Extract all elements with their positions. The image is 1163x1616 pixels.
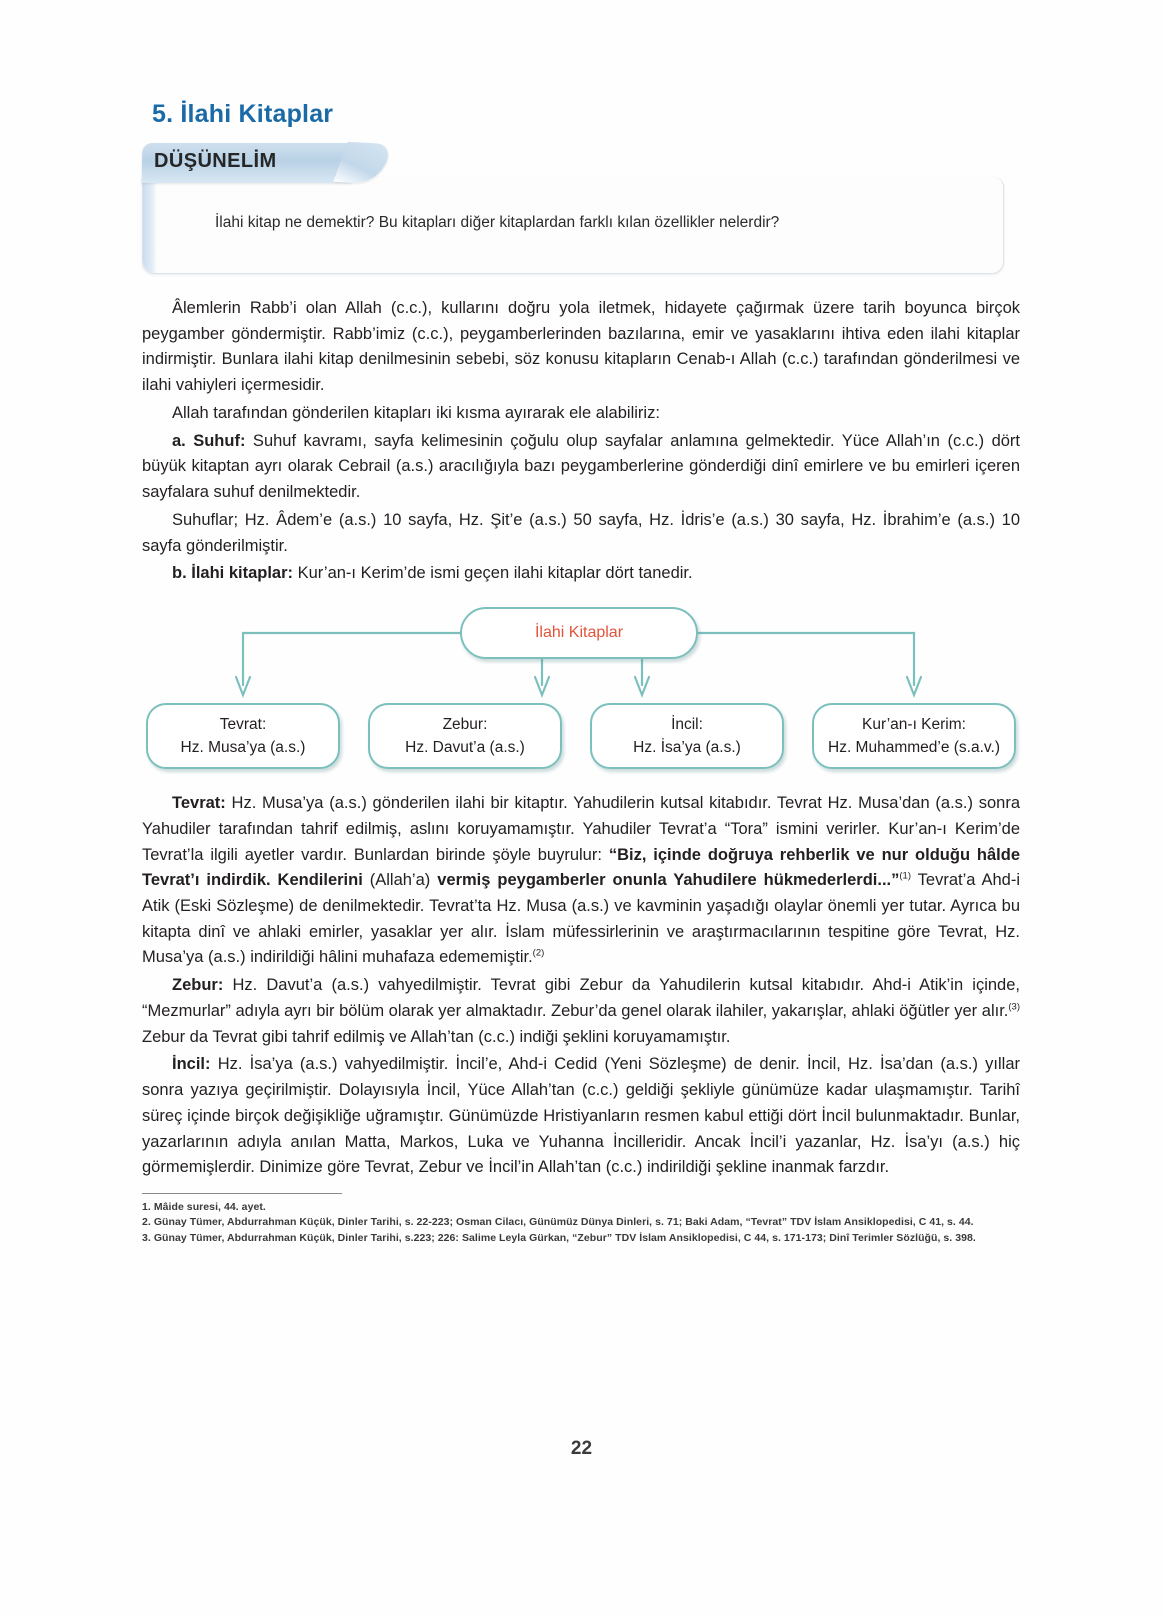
paragraph-intro: Âlemlerin Rabb’i olan Allah (c.c.), kullarını doğru yola iletmek, hidayete çağırmak üzere tarih boyunca birçok peygamber göndermiştir. Rabb’imiz (c.c.), peygamberlerinden bazılarına, emir ve yasaklarını ihtiva eden ilahi kitaplar indirmiştir. Bunlara ilahi kitap denilmesinin sebebi, söz konusu kitapların Cenab-ı Allah (c.c.) tarafından gönderilmesi ve ilahi vahiyleri içermesidir. [142, 299, 1020, 395]
suhuf-text: Suhuf kavramı, sayfa kelimesinin çoğulu olup sayfalar anlamına gelmektedir. Yüce Allah’ın (c.c.) dört büyük kitaptan ayrı olarak Cebrail (a.s.) aracılığıyla bazı peygamberlerine gönderdiği dinî emirlere ve bu emirleri içeren sayfalara suhuf denilmektedir. [142, 431, 1021, 502]
page-title: 5. İlahi Kitaplar [152, 100, 334, 128]
diagram-root-label: İlahi Kitaplar [534, 624, 624, 642]
tevrat-quote-bold-1: “Biz, içinde doğruya rehberlik ve nur olduğu hâlde Tevrat’ı indirdik. Kendilerini [142, 845, 1021, 890]
diagram-node-subtitle: Hz. Musa’ya (a.s.) [180, 739, 306, 757]
paragraph-ilahi-kitaplar [142, 561, 1020, 587]
dusunelim-tab [142, 143, 353, 183]
paragraph-suhuf [142, 429, 1020, 506]
paragraph-suhuflar: Suhuflar; Hz. Âdem’e (a.s.) 10 sayfa, Hz. Şit’e (a.s.) 50 sayfa, Hz. İdris’e (a.s.) 30 sayfa, Hz. İbrahim’e (a.s.) 10 sayfa gönderilmiştir. [142, 510, 1020, 555]
diagram-node-title: İncil: [671, 715, 703, 733]
dusunelim-callout [142, 143, 1004, 274]
footnote-item: 3. Günay Tümer, Abdurrahman Küçük, Dinler Tarihi, s.223; 226: Salime Leyla Gürkan, “Zebur” TDV İslam Ansiklopedisi, C 44, s. 171-173; Dinî Terimler Sözlüğü, s. 398. [142, 1231, 976, 1244]
diagram-node-title: Kur’an-ı Kerim: [862, 715, 966, 733]
ilahi-kitaplar-text: Kur’an-ı Kerim’de ismi geçen ilahi kitaplar dört tanedir. [293, 564, 693, 583]
tevrat-label: Tevrat: [172, 794, 226, 813]
diagram-node-tevrat [146, 703, 340, 769]
diagram-node-title: Zebur: [442, 715, 488, 733]
incil-text: Hz. İsa’ya (a.s.) vahyedilmiştir. İncil’e, Ahd-i Cedid (Yeni Sözleşme) de denir. İncil, Hz. İsa’dan (a.s.) yıllar sonra yazıya geçirilmiştir. Dolayısıyla İncil, Yüce Allah’tan (c.c.) geldiği şekliyle günümüze kadar ulaşmamıştır. Tarihî süreç içinde birçok değişikliğe uğramıştır. Günümüzde Hristiyanların resmen kabul ettiği dört İncil bulunmaktadır. Bunlar, yazarlarının adıyla anılan Matta, Markos, Luka ve Yuhanna İncilleridir. Ancak İncil’i yazanlar, Hz. İsa’yı (a.s.) hiç görmemişlerdir. Dinimize göre Tevrat, Zebur ve İncil’in Allah’tan (c.c.) indirildiği şekline inanmak farzdır. [142, 1055, 1020, 1177]
diagram-node-kuran [812, 703, 1016, 769]
footnote-item: 1. Mâide suresi, 44. ayet. [142, 1201, 266, 1214]
diagram-node-subtitle: Hz. Davut’a (a.s.) [405, 739, 525, 757]
dusunelim-tab-label: DÜŞÜNELİM [154, 150, 277, 172]
suhuf-label: a. Suhuf: [172, 431, 246, 450]
diagram-node-subtitle: Hz. Muhammed’e (s.a.v.) [828, 739, 1000, 757]
footnote-item: 2. Günay Tümer, Abdurrahman Küçük, Dinler Tarihi, s. 22-223; Osman Cilacı, Günümüz Dünya Dinleri, s. 71; Baki Adam, “Tevrat” TDV İslam Ansiklopedisi, C 41, s. 44. [142, 1216, 974, 1229]
paragraph-two-parts: Allah tarafından gönderilen kitapları iki kısma ayırarak ele alabiliriz: [172, 403, 660, 422]
ilahi-kitaplar-diagram [142, 603, 1020, 773]
tevrat-text-2: Tevrat’a Ahd-i Atik (Eski Sözleşme) de denilmektedir. Tevrat’ta Hz. Musa (a.s.) ve kavminin yaşadığı olaylar önemli yer tutar. Ayrıca bu kitapta dinî ve ahlaki emirler, yasaklar yer alır. İslam müfessirlerinin ve araştırmacılarının tespitine göre Tevrat, Hz. Musa’ya (a.s.) indirildiği hâlini muhafaza edememiştir. [142, 871, 1020, 967]
tevrat-quote-bold-2: vermiş peygamberler onunla Yahudilere hükmederlerdi...” [430, 871, 900, 890]
tevrat-quote-plain: (Allah’a) [369, 871, 431, 890]
dusunelim-body [142, 177, 1004, 274]
diagram-node-incil [590, 703, 784, 769]
dusunelim-question: İlahi kitap ne demektir? Bu kitapları diğer kitaplardan farklı kılan özellikler nelerdir? [215, 214, 780, 231]
paragraph-incil [142, 1052, 1020, 1181]
dusunelim-left-strip [143, 177, 157, 273]
paragraph-zebur [142, 973, 1020, 1050]
page-content [142, 100, 1020, 1246]
footnote-ref-2: (2) [532, 947, 545, 959]
diagram-node-zebur [368, 703, 562, 769]
incil-label: İncil: [172, 1055, 211, 1074]
paragraph-tevrat [142, 791, 1020, 971]
tevrat-text-1: Hz. Musa’ya (a.s.) gönderilen ilahi bir kitaptır. Yahudilerin kutsal kitabıdır. Tevrat Hz. Musa’dan (a.s.) sonra Yahudiler tarafından tahrif edilmiş, aslını koruyamamıştır. Yahudiler Tevrat’a “Tora” ismini verirler. Kur’an-ı Kerim’de Tevrat’la ilgili ayetler vardır. Bunlardan birinde şöyle buyrulur: [142, 794, 1020, 864]
footnote-ref-1: (1) [899, 870, 912, 882]
zebur-text-2: Zebur da Tevrat gibi tahrif edilmiş ve Allah’tan (c.c.) indiği şeklini koruyamamıştır. [142, 1027, 731, 1046]
page-number: 22 [570, 1438, 593, 1459]
diagram-node-title: Tevrat: [219, 715, 267, 733]
diagram-root-node [460, 607, 698, 659]
diagram-node-subtitle: Hz. İsa’ya (a.s.) [633, 739, 741, 757]
footnotes [142, 1193, 1020, 1246]
footnote-divider [142, 1193, 342, 1194]
zebur-text-1: Hz. Davut’a (a.s.) vahyedilmiştir. Tevrat gibi Zebur da Yahudilerin kutsal kitabıdır. Ahd-i Atik’in içinde, “Mezmurlar” adıyla ayrı bir bölüm olarak yer almaktadır. Zebur’da genel olarak ilahiler, yakarışlar, ahlaki öğütler yer alır. [142, 976, 1020, 1020]
ilahi-kitaplar-label: b. İlahi kitaplar: [172, 564, 294, 583]
footnote-ref-3: (3) [1008, 1001, 1020, 1013]
zebur-label: Zebur: [172, 976, 224, 995]
